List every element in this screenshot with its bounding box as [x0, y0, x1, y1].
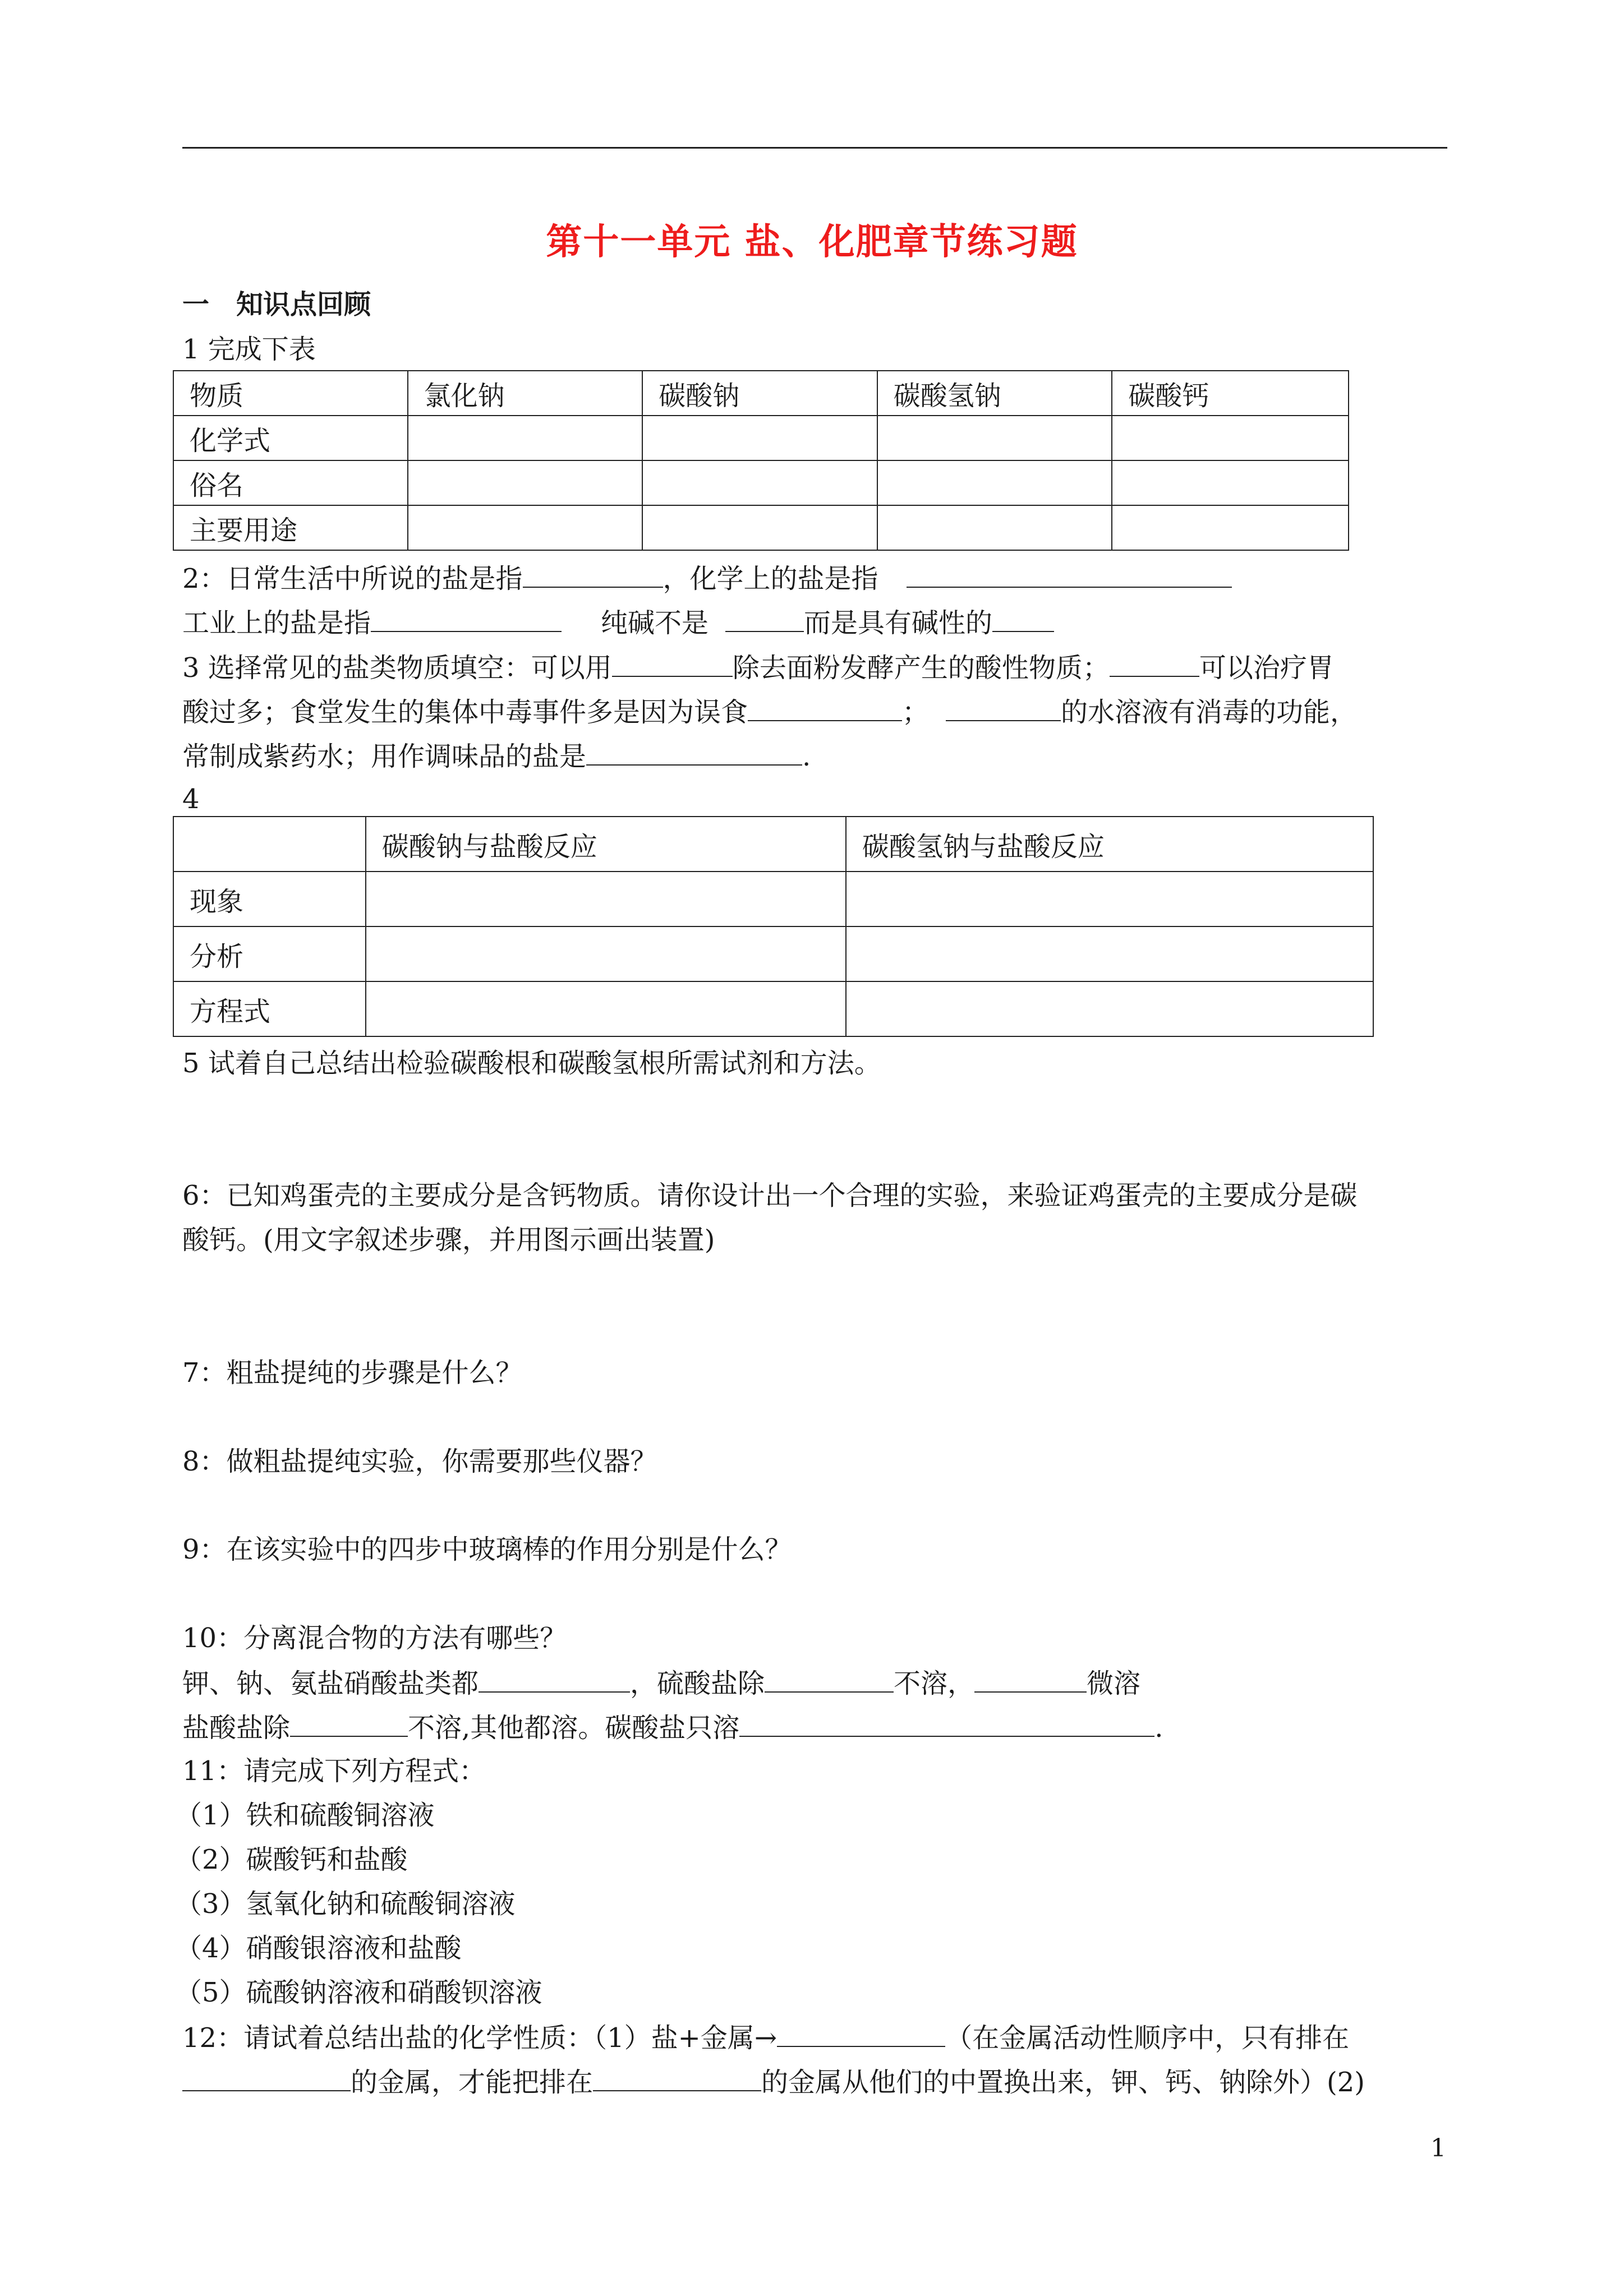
answer-cell[interactable]: [408, 416, 643, 460]
table-header-cell: 碳酸钠与盐酸反应: [366, 817, 846, 872]
question-12-line-2: [182, 2064, 1365, 2099]
question-text: 盐酸盐除: [182, 1712, 291, 1744]
question-11-item: （2）碳酸钙和盐酸: [175, 1844, 408, 1875]
answer-cell[interactable]: [1112, 460, 1349, 505]
question-4-label: 4: [182, 783, 200, 815]
question-11-item: （3）氢氧化钠和硫酸铜溶液: [175, 1888, 516, 1920]
answer-blank[interactable]: [479, 1666, 630, 1693]
question-text: .: [802, 741, 811, 772]
question-text: ；: [902, 697, 930, 728]
row-label: 主要用途: [173, 505, 408, 550]
question-text: 而是具有碱性的: [804, 607, 993, 639]
table-row: [173, 505, 1349, 550]
answer-cell[interactable]: [408, 505, 643, 550]
answer-blank[interactable]: [946, 694, 1061, 721]
table-header-row: [173, 817, 1373, 872]
question-text: 除去面粉发酵产生的酸性物质；: [732, 652, 1110, 684]
answer-blank[interactable]: [593, 2064, 761, 2091]
reaction-table: [173, 816, 1374, 1037]
answer-blank[interactable]: [748, 694, 902, 721]
answer-blank[interactable]: [907, 561, 1232, 588]
question-11-item: （1）铁和硫酸铜溶液: [175, 1800, 435, 1831]
question-10-line-3: [182, 1710, 1163, 1745]
table-header-row: [173, 371, 1349, 416]
answer-cell[interactable]: [642, 416, 877, 460]
answer-blank[interactable]: [725, 605, 804, 632]
question-2-line-2: [182, 605, 1054, 640]
question-text: 工业上的盐是指: [182, 607, 371, 639]
question-5: 5 试着自己总结出检验碳酸根和碳酸氢根所需试剂和方法。: [182, 1048, 881, 1079]
question-1-label: 1 完成下表: [182, 334, 316, 365]
answer-blank[interactable]: [992, 605, 1054, 632]
question-text: 微溶: [1087, 1668, 1141, 1699]
question-text: 的水溶液有消毒的功能，: [1061, 697, 1358, 728]
answer-blank[interactable]: [586, 739, 802, 766]
question-3-line-2: [182, 694, 1357, 729]
question-12-line-1: [182, 2020, 1349, 2055]
table-header-cell: 碳酸钠: [642, 371, 877, 416]
table-row: [173, 872, 1373, 926]
question-text: 12：请试着总结出盐的化学性质：（1）盐+金属→: [182, 2022, 778, 2054]
question-text: 可以治疗胃: [1199, 652, 1334, 684]
question-11-label: 11：请完成下列方程式：: [182, 1755, 486, 1787]
table-row: [173, 460, 1349, 505]
question-6-line-1: 6：已知鸡蛋壳的主要成分是含钙物质。请你设计出一个合理的实验，来验证鸡蛋壳的主要成分是碳: [182, 1180, 1358, 1211]
header-rule: [182, 147, 1447, 149]
question-3-line-3: [182, 739, 811, 773]
question-11-item: （5）硫酸钠溶液和硝酸钡溶液: [175, 1977, 542, 2008]
question-text: 的金属从他们的中置换出来，钾、钙、钠除外）(2): [761, 2067, 1365, 2098]
answer-cell[interactable]: [642, 505, 877, 550]
row-label: 方程式: [173, 981, 366, 1036]
row-label: 化学式: [173, 416, 408, 460]
table-row: [173, 981, 1373, 1036]
question-10-line-2: [182, 1666, 1140, 1700]
answer-cell[interactable]: [366, 872, 846, 926]
answer-cell[interactable]: [846, 981, 1373, 1036]
table-header-cell: 碳酸氢钠与盐酸反应: [846, 817, 1373, 872]
answer-blank[interactable]: [777, 2020, 945, 2047]
question-9: 9：在该实验中的四步中玻璃棒的作用分别是什么？: [182, 1534, 792, 1565]
answer-cell[interactable]: [408, 460, 643, 505]
table-header-cell: 碳酸氢钠: [877, 371, 1112, 416]
answer-blank[interactable]: [612, 650, 733, 677]
question-text: .: [1154, 1712, 1163, 1744]
answer-cell[interactable]: [366, 926, 846, 981]
row-label: 俗名: [173, 460, 408, 505]
answer-cell[interactable]: [877, 460, 1112, 505]
table-header-cell: 氯化钠: [408, 371, 643, 416]
table-header-cell: 物质: [173, 371, 408, 416]
answer-cell[interactable]: [1112, 416, 1349, 460]
answer-cell[interactable]: [877, 505, 1112, 550]
section-heading: 一 知识点回顾: [182, 289, 371, 320]
question-11-item: （4）硝酸银溶液和盐酸: [175, 1933, 462, 1964]
question-text: 3 选择常见的盐类物质填空：可以用: [182, 652, 612, 684]
row-label: 现象: [173, 872, 366, 926]
question-8: 8：做粗盐提纯实验，你需要那些仪器？: [182, 1446, 657, 1477]
question-7: 7：粗盐提纯的步骤是什么？: [182, 1357, 523, 1389]
answer-blank[interactable]: [1110, 650, 1199, 677]
table-header-cell: 碳酸钙: [1112, 371, 1349, 416]
question-6-line-2: 酸钙。(用文字叙述步骤，并用图示画出装置): [182, 1224, 715, 1256]
answer-blank[interactable]: [182, 2064, 351, 2091]
question-text: ，化学上的盐是指: [663, 563, 878, 594]
page-title: 第十一单元 盐、化肥章节练习题: [546, 221, 1078, 263]
question-text: 不溶，: [894, 1668, 975, 1699]
table-row: [173, 416, 1349, 460]
substance-table: [173, 370, 1349, 551]
answer-cell[interactable]: [366, 981, 846, 1036]
question-10-line-1: 10：分离混合物的方法有哪些？: [182, 1622, 567, 1654]
answer-blank[interactable]: [739, 1710, 1154, 1737]
question-3-line-1: [182, 650, 1334, 685]
table-row: [173, 926, 1373, 981]
question-text: 的金属，才能把排在: [351, 2067, 594, 2098]
answer-blank[interactable]: [974, 1666, 1087, 1693]
answer-cell[interactable]: [1112, 505, 1349, 550]
question-text: （在金属活动性顺序中，只有排在: [945, 2022, 1350, 2054]
question-text: 不溶,其他都溶。碳酸盐只溶: [408, 1712, 740, 1744]
answer-blank[interactable]: [290, 1710, 408, 1737]
question-text: 钾、钠、氨盐硝酸盐类都: [182, 1668, 479, 1699]
answer-blank[interactable]: [371, 605, 562, 632]
page-number: 1: [1430, 2134, 1446, 2163]
question-text: 常制成紫药水；用作调味品的盐是: [182, 741, 587, 772]
answer-blank[interactable]: [523, 561, 663, 588]
question-text: 2：日常生活中所说的盐是指: [182, 563, 523, 594]
question-2-line-1: [182, 561, 1232, 596]
question-text: ，硫酸盐除: [630, 1668, 765, 1699]
answer-cell[interactable]: [642, 460, 877, 505]
answer-cell[interactable]: [877, 416, 1112, 460]
row-label: 分析: [173, 926, 366, 981]
table-header-cell: [173, 817, 366, 872]
question-text: 纯碱不是: [601, 607, 709, 639]
answer-cell[interactable]: [846, 872, 1373, 926]
question-text: 酸过多；食堂发生的集体中毒事件多是因为误食: [182, 697, 748, 728]
answer-cell[interactable]: [846, 926, 1373, 981]
answer-blank[interactable]: [765, 1666, 894, 1693]
